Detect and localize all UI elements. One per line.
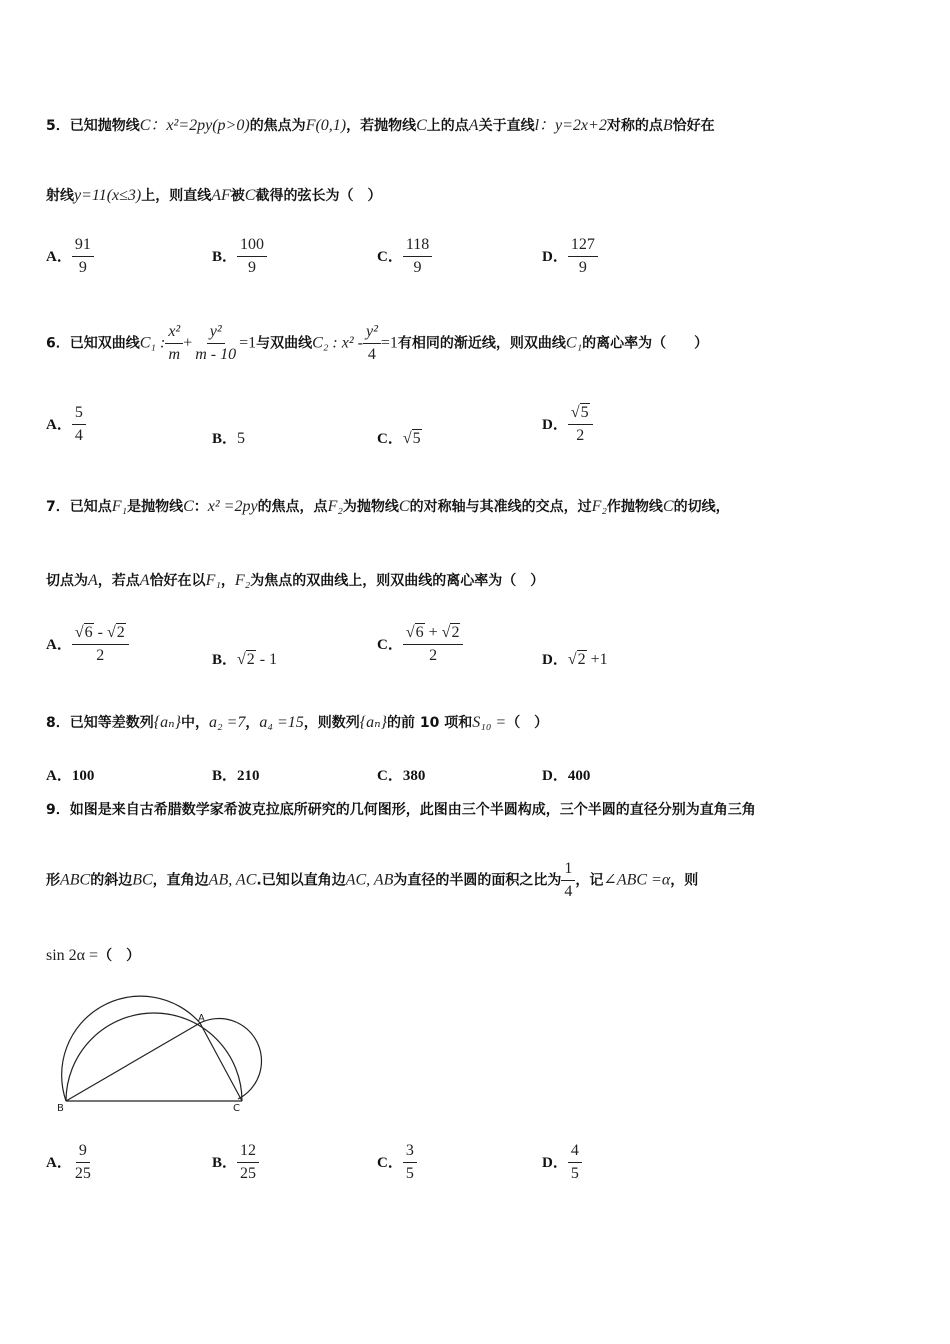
fraction: $\frac{3}{5}$ bbox=[403, 1142, 417, 1183]
q5-line2: 射线y=11(x≤3)上，则直线AF被C截得的弦长为（ ） bbox=[46, 187, 382, 204]
fraction: $\frac{\text{y²}}{m - 10}$ bbox=[195, 323, 237, 363]
label-c: C bbox=[233, 1103, 240, 1114]
q5-option-b[interactable]: B． $\frac{100}{9}$ bbox=[212, 236, 267, 277]
q6-option-c[interactable]: C．√5 bbox=[377, 430, 421, 447]
q7-option-d[interactable]: D．√2 +1 bbox=[542, 651, 608, 668]
q5-option-c[interactable]: C． $\frac{118}{9}$ bbox=[377, 236, 432, 277]
q5-option-d[interactable]: D． $\frac{127}{9}$ bbox=[542, 236, 598, 277]
q6-option-a[interactable]: A． $\frac{5}{4}$ bbox=[46, 404, 86, 445]
label-a: A bbox=[198, 1013, 205, 1024]
fraction: $\frac{1}{4}$ bbox=[561, 860, 575, 901]
fraction: $\frac{4}{5}$ bbox=[568, 1142, 582, 1183]
q8-option-d[interactable]: D．400 bbox=[542, 768, 591, 784]
q9-line3: sin 2α =（ ） bbox=[46, 947, 141, 964]
fraction: $\frac{\text{x²}}{m}$ bbox=[165, 323, 183, 364]
q7-line2: 切点为A，若点A恰好在以F₁，F₂为焦点的双曲线上，则双曲线的离心率为（ ） bbox=[46, 572, 545, 589]
fraction: $\frac{118}{9}$ bbox=[403, 236, 432, 277]
q9-option-b[interactable]: B． $\frac{12}{25}$ bbox=[212, 1142, 259, 1183]
semicircle-ab bbox=[62, 996, 200, 1101]
fraction: $\frac{127}{9}$ bbox=[568, 236, 598, 277]
label-b: B bbox=[57, 1103, 64, 1114]
q7-option-c[interactable]: C． $\frac{√6 + √2}{2}$ bbox=[377, 624, 463, 665]
q5-line1: 5．已知抛物线C：x²=2py(p>0)的焦点为F(0,1)，若抛物线C上的点A关于直线l：y=2x+2对称的点B恰好在 bbox=[46, 117, 715, 134]
fraction: $\frac{9}{25}$ bbox=[74, 1142, 91, 1182]
q8-option-a[interactable]: A．100 bbox=[46, 768, 95, 784]
q8-stem: 8．已知等差数列{aₙ}中，a₂ =7，a₄ =15，则数列{aₙ}的前 10 项和S₁₀ =（ ） bbox=[46, 714, 549, 731]
fraction: $\frac{5}{4}$ bbox=[72, 404, 86, 445]
q7-option-a[interactable]: A． $\frac{√6 - √2}{2}$ bbox=[46, 624, 129, 665]
fraction: $\frac{√6 + √2}{2}$ bbox=[403, 624, 464, 665]
q9-line2: 形ABC的斜边BC，直角边AB, AC.已知以直角边AC, AB为直径的半圆的面积之比为 $\frac{1}{4}$ ，记∠ABC =α，则 bbox=[46, 860, 699, 900]
fraction: $\frac{12}{25}$ bbox=[237, 1142, 259, 1183]
q8-option-b[interactable]: B．210 bbox=[212, 768, 260, 784]
q9-figure bbox=[52, 985, 267, 1115]
q6-option-b[interactable]: B．5 bbox=[212, 430, 246, 447]
sqrt-sign: √5 bbox=[402, 430, 421, 447]
q7-line1: 7．已知点F₁是抛物线C：x² =2py的焦点，点F₂为抛物线C的对称轴与其准线的交点，过F₂作抛物线C的切线， bbox=[46, 498, 730, 515]
q5-option-a[interactable]: A． $\frac{91}{9}$ bbox=[46, 236, 94, 277]
segment-ac bbox=[200, 1023, 242, 1101]
segment-ba bbox=[66, 1023, 200, 1101]
semicircle-bc bbox=[66, 1013, 242, 1101]
q9-option-a[interactable]: A． $\frac{9}{25}$ bbox=[46, 1142, 94, 1183]
fraction: $\frac{√5}{2}$ bbox=[568, 404, 593, 445]
fraction: $\frac{100}{9}$ bbox=[237, 236, 267, 277]
q6-stem: 6．已知双曲线C₁ : $\frac{\text{x²}}{m}$ + $\frac{\text{y²}}{m - 10}$ =1与双曲线C₂ : x² - $\frac{\text{y²}}{4}$ =1有相同的渐近线，则双曲线C₁的离心率为（ ） bbox=[46, 323, 709, 363]
fraction: $\frac{\text{y²}}{4}$ bbox=[363, 323, 381, 364]
q9-option-c[interactable]: C． $\frac{3}{5}$ bbox=[377, 1142, 417, 1183]
fraction: $\frac{√6 - √2}{2}$ bbox=[72, 624, 129, 665]
q7-option-b[interactable]: B．√2 - 1 bbox=[212, 651, 278, 668]
q8-option-c[interactable]: C．380 bbox=[377, 768, 426, 784]
fraction: $\frac{91}{9}$ bbox=[72, 236, 94, 277]
q9-line1: 9．如图是来自古希腊数学家希波克拉底所研究的几何图形，此图由三个半圆构成，三个半圆的直径分别为直角三角 bbox=[46, 802, 756, 818]
q9-option-d[interactable]: D． $\frac{4}{5}$ bbox=[542, 1142, 582, 1183]
q6-option-d[interactable]: D． $\frac{√5}{2}$ bbox=[542, 404, 593, 445]
